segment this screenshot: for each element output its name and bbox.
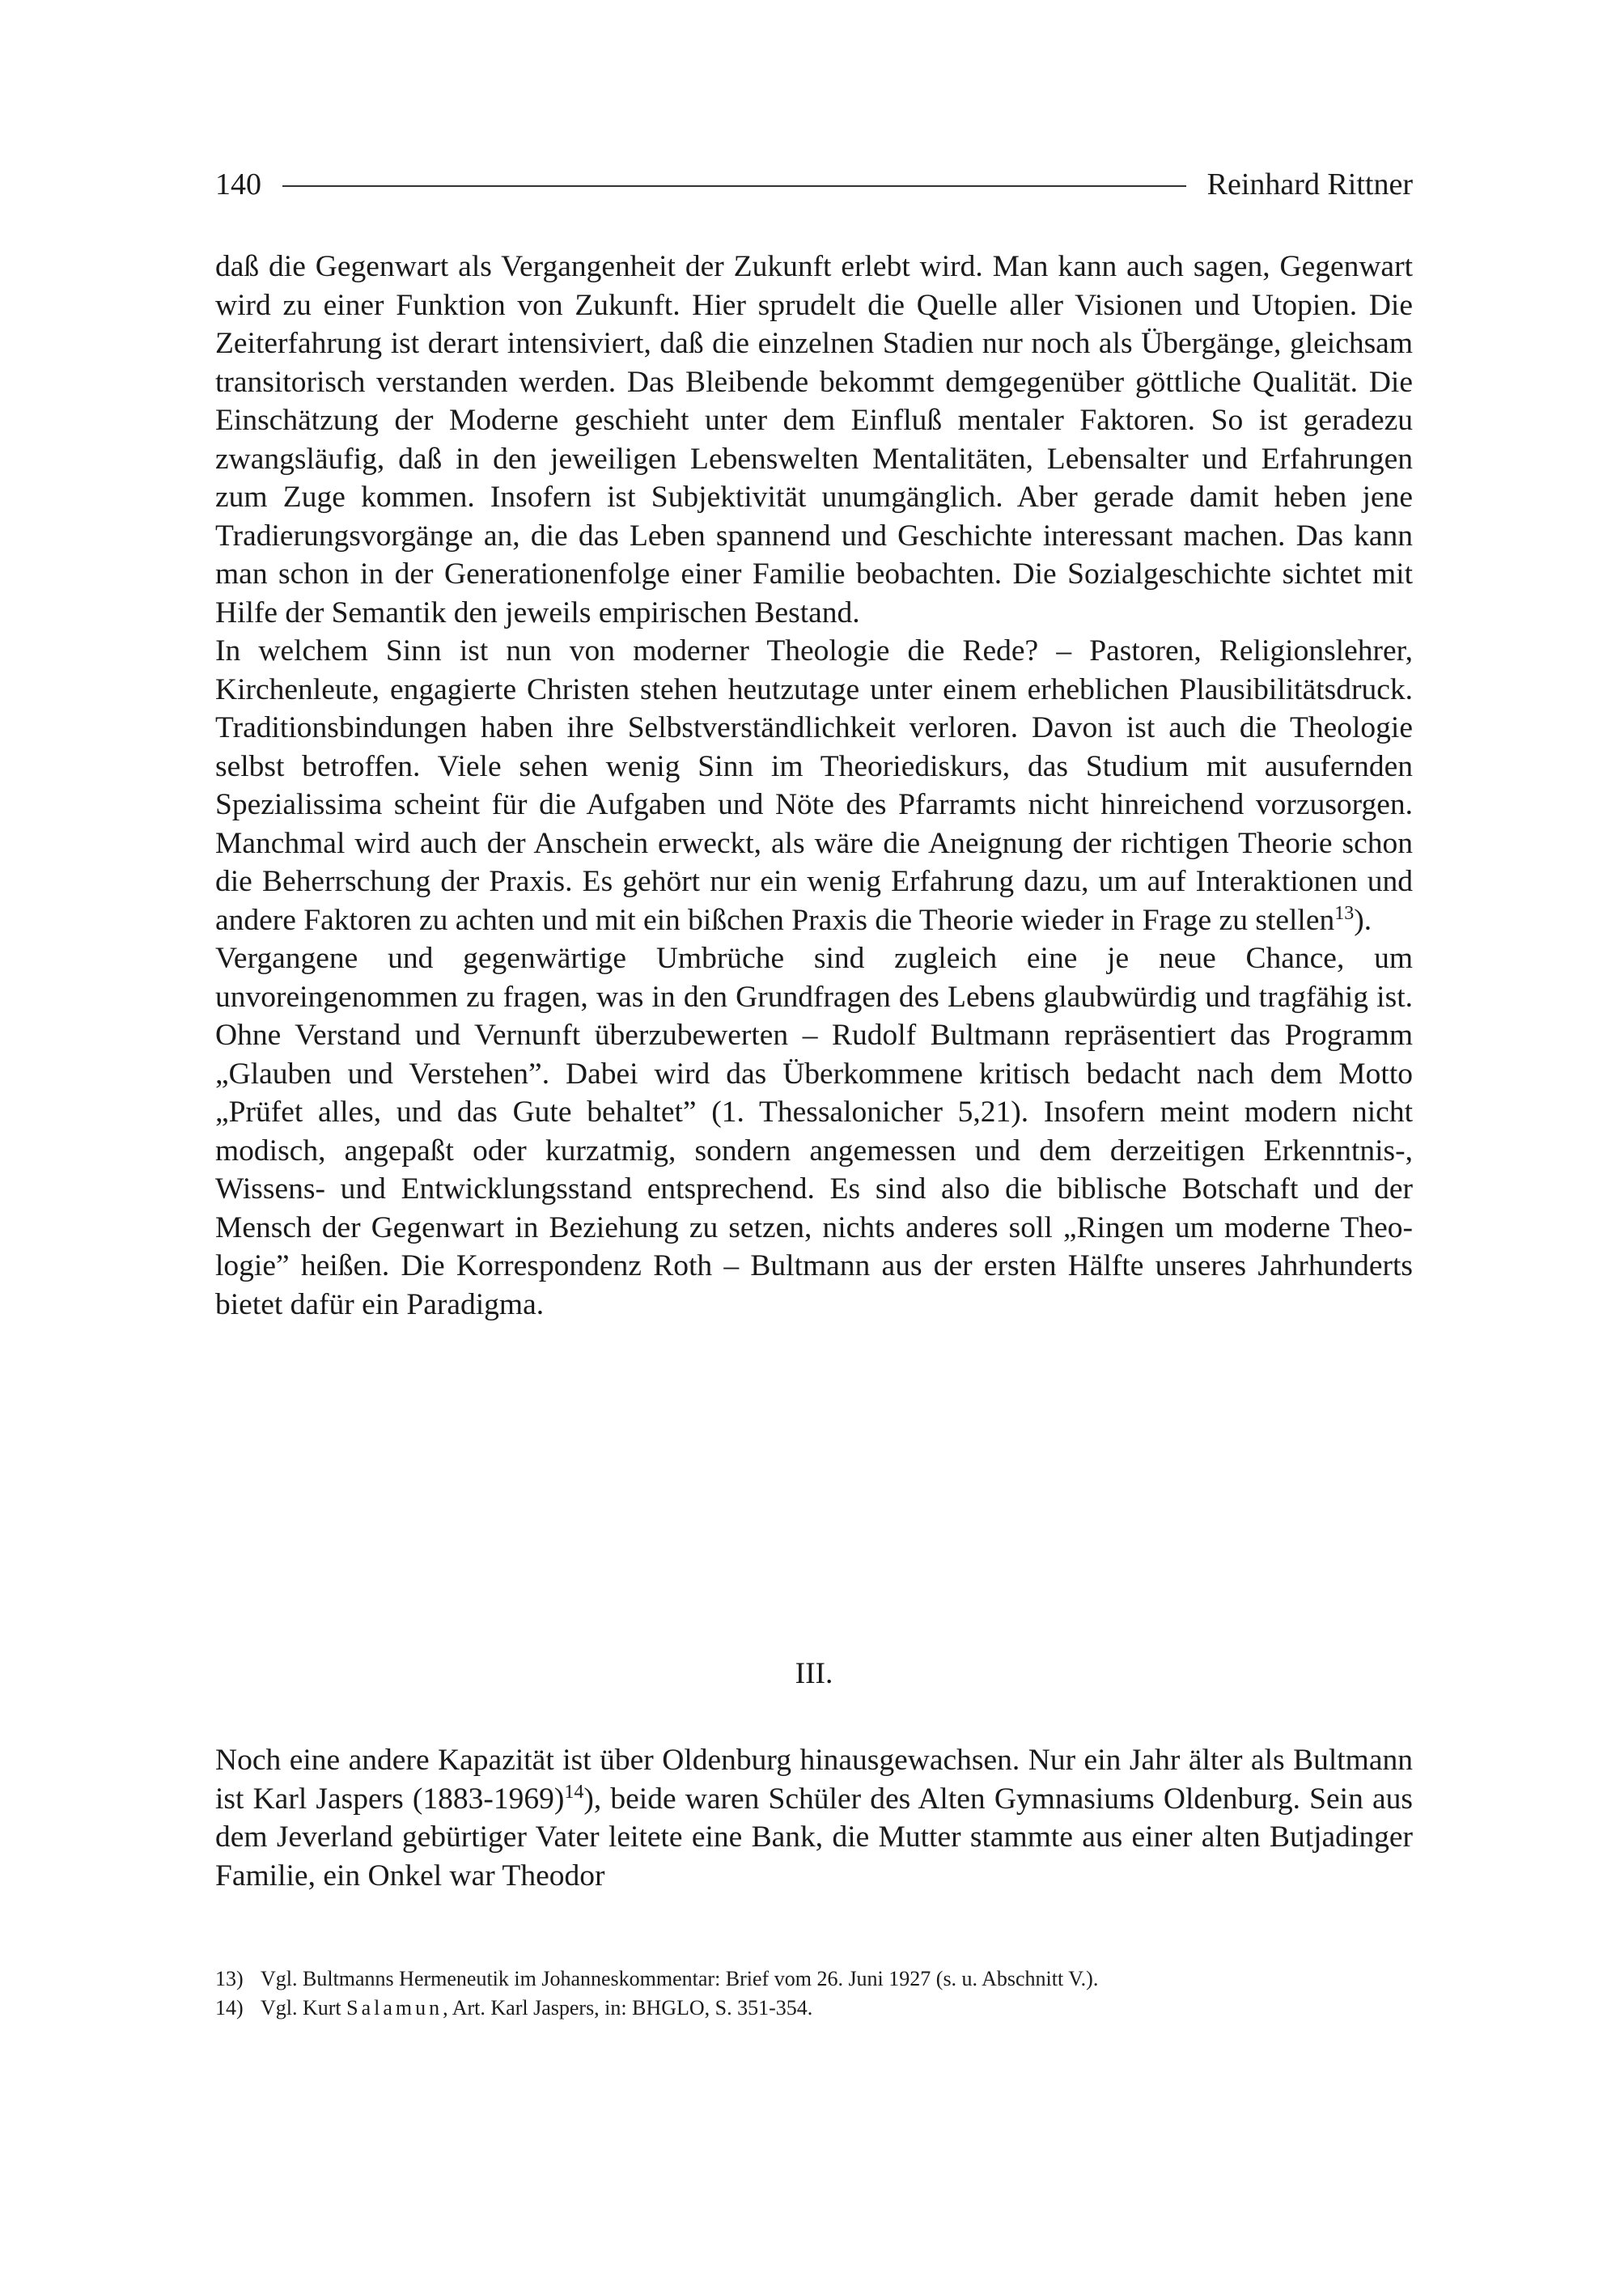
- paragraph: [215, 632, 1413, 939]
- paragraph-text: ), beide waren Schüler des Alten Gymnasiums Oldenburg. Sein aus dem Jeverland gebürtiger Vater leitete eine Bank, die Mutter stammte aus einer alten Butjadinger Familie, ein Onkel war Theodor: [215, 1782, 1413, 1892]
- paragraph-text: ).: [1354, 903, 1372, 937]
- footnote-text-part: , Art. Karl Jaspers, in: BHGLO, S. 351-354.: [443, 1996, 813, 2020]
- running-head-author: Reinhard Rittner: [1206, 167, 1413, 201]
- footnote-text: Vgl. Bultmanns Hermeneutik im Johanneskommentar: Brief vom 26. Juni 1927 (s. u. Abschnitt V.).: [261, 1967, 1099, 1990]
- paragraph-text: Noch eine andere Kapazität ist über Oldenburg hinausgewachsen. Nur ein Jahr älter als Bultmann ist Karl Jaspers (1883-1969): [215, 1744, 1413, 1816]
- section-text: [215, 1741, 1413, 1895]
- book-page: [215, 0, 1413, 2293]
- author-surname: Salamun: [346, 1996, 443, 2020]
- paragraph-text: In welchem Sinn ist nun von moderner Theologie die Rede? – Pastoren, Religionslehrer, Kirchenleute, engagierte Christen stehen heutzutage unter einem erheblichen Plausibilitätsdruck. Traditionsbindungen haben ihre Selbstverständlichkeit verloren. Davon ist auch die Theologie selbst betroffen. Viele sehen wenig Sinn im Theoriediskurs, das Studium mit ausufernden Spezialissima scheint für die Aufgaben und Nöte des Pfarramts nicht hinreichend vorzusorgen. Manchmal wird auch der Anschein erweckt, als wäre die Aneignung der richtigen Theorie schon die Beherrschung der Praxis. Es gehört nur ein wenig Erfahrung dazu, um auf Interaktionen und andere Faktoren zu achten und mit ein bißchen Praxis die Theorie wieder in Frage zu stellen: [215, 634, 1413, 937]
- page-number: 140: [215, 167, 261, 201]
- footnote-number: 13): [215, 1967, 244, 1990]
- footnote-text-part: Vgl. Kurt: [261, 1996, 347, 2020]
- paragraph: Vergangene und gegenwärtige Umbrüche sind zugleich eine je neue Chance, um unvoreingenommen zu fragen, was in den Grundfragen des Lebens glaubwürdig und tragfähig ist. Ohne Verstand und Vernunft überzubewerten – Rudolf Bultmann repräsentiert das Programm „Glauben und Verstehen”. Dabei wird das Überkommene kritisch bedacht nach dem Motto „Prüfet alles, und das Gute behaltet” (1. Thessalonicher 5,21). Insofern meint modern nicht modisch, angepaßt oder kurzatmig, sondern angemessen und dem derzeitigen Erkenntnis-, Wissens- und Entwicklungsstand entsprechend. Es sind also die biblische Botschaft und der Mensch der Gegenwart in Beziehung zu setzen, nichts anderes soll „Ringen um moderne Theologie” heißen. Die Korrespondenz Roth – Bultmann aus der ersten Hälfte unseres Jahrhunderts bietet dafür ein Paradigma.: [215, 942, 1413, 1321]
- main-text: [215, 248, 1413, 1324]
- footnote-number: 14): [215, 1996, 244, 2020]
- header-rule: [282, 185, 1186, 187]
- footnote: [215, 1965, 1413, 1994]
- footnotes: [215, 1965, 1413, 2023]
- section-heading: III.: [795, 1657, 833, 1690]
- footnote-text: [261, 1994, 812, 2023]
- paragraph: daß die Gegenwart als Vergangenheit der Zukunft erlebt wird. Man kann auch sagen, Gegenwart wird zu einer Funktion von Zukunft. Hier sprudelt die Quelle aller Visionen und Utopien. Die Zeiterfahrung ist derart intensiviert, daß die einzelnen Stadien nur noch als Übergänge, gleichsam transitorisch verstanden werden. Das Bleibende bekommt demgegenüber göttliche Qualität. Die Einschätzung der Moderne geschieht unter dem Einfluß mentaler Faktoren. So ist geradezu zwangsläufig, daß in den jeweiligen Lebenswelten Mentalitäten, Lebensalter und Erfahrungen zum Zuge kommen. Insofern ist Subjektivität unumgänglich. Aber gerade damit heben jene Tradierungsvorgänge an, die das Leben spannend und Geschichte interessant machen. Das kann man schon in der Generationenfolge einer Familie beobachten. Die Sozialgeschichte sichtet mit Hilfe der Semantik den jeweils empirischen Bestand.: [215, 250, 1413, 629]
- footnote-ref[interactable]: 14: [564, 1781, 584, 1803]
- footnote-ref[interactable]: 13: [1334, 902, 1355, 924]
- paragraph: [215, 1741, 1413, 1895]
- running-head: [215, 160, 1413, 209]
- footnote: [215, 1994, 1413, 2023]
